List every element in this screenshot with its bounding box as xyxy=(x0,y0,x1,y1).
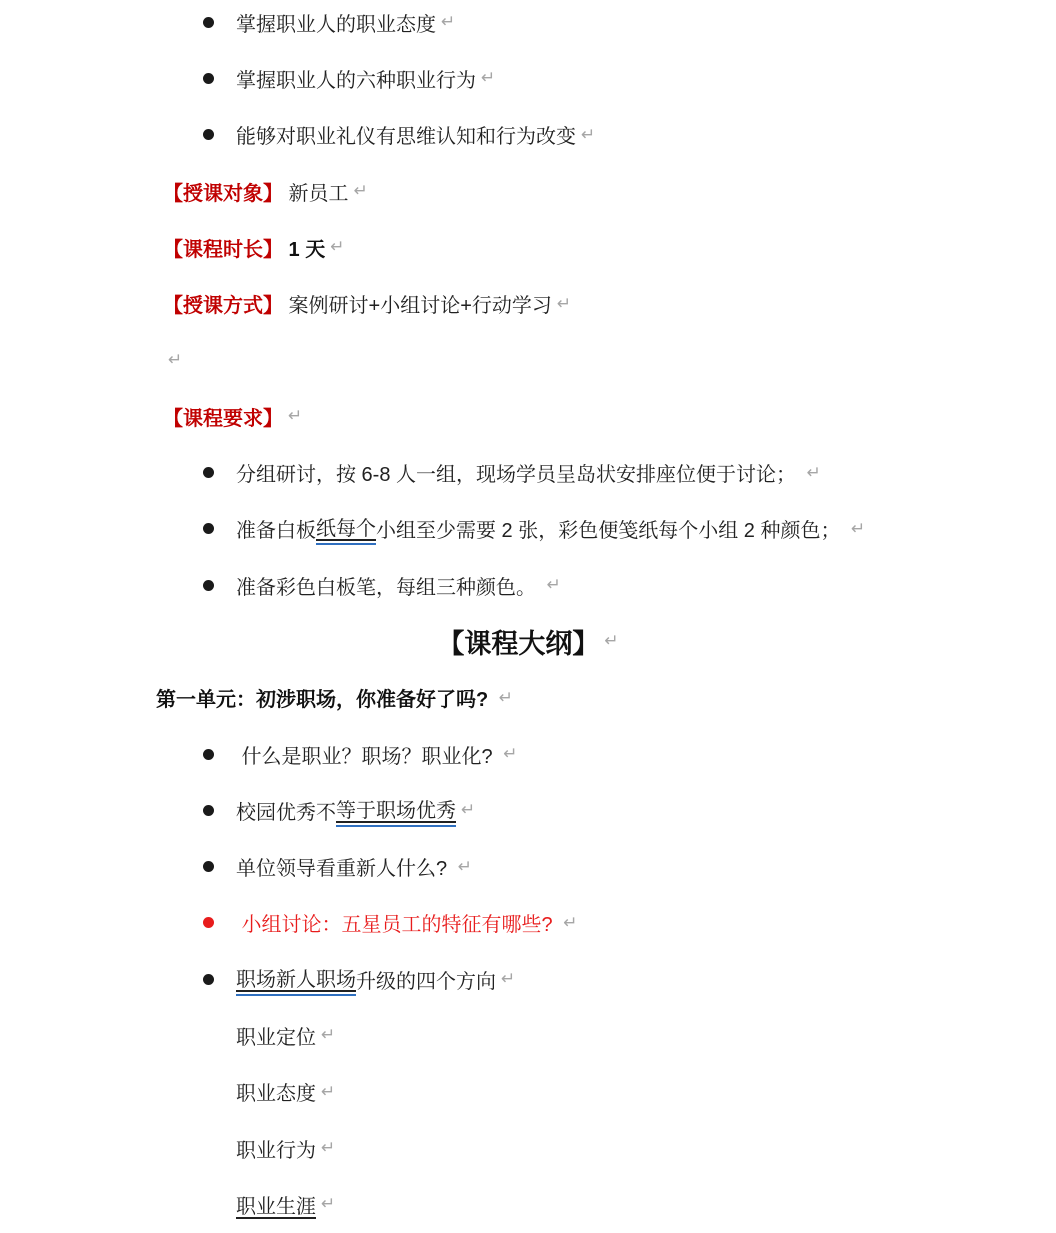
label-audience[interactable] xyxy=(163,163,1056,219)
text-run: 职业定位 xyxy=(236,1026,316,1049)
text-run: 什么是职业？职场？职业化? xyxy=(236,745,499,768)
pilcrow-mark: ↵ xyxy=(563,912,578,932)
sub-item-career-path[interactable] xyxy=(163,1176,1056,1232)
text-run: 分组研讨，按 6-8 人一组，现场学员呈岛状安排座位便于讨论； xyxy=(236,464,802,487)
bullet-icon xyxy=(203,129,214,140)
pilcrow-mark: ↵ xyxy=(461,800,476,820)
sub-item-career-attitude[interactable] xyxy=(163,1064,1056,1120)
pilcrow-mark: ↵ xyxy=(503,744,518,763)
text-run: 等于职场优秀 xyxy=(336,794,456,827)
pilcrow-mark: ↵ xyxy=(321,1025,336,1045)
bullet-item-markers[interactable] xyxy=(163,557,1056,613)
text-run: 小组至少需要 2 张，彩色便笺纸每个小组 2 种颜色； xyxy=(376,520,847,543)
bullet-item-goal-etiquette[interactable] xyxy=(163,107,1056,163)
text-run: 掌握职业人的职业态度 xyxy=(236,13,436,36)
doc-title-outline[interactable] xyxy=(0,613,1056,669)
section-heading-unit1[interactable] xyxy=(156,670,1056,726)
pilcrow-mark: ↵ xyxy=(330,237,345,257)
pilcrow-mark: ↵ xyxy=(441,12,456,32)
pilcrow-mark: ↵ xyxy=(321,1194,336,1214)
bullet-icon xyxy=(203,523,214,534)
pilcrow-mark: ↵ xyxy=(806,462,821,482)
text-run: 升级的四个方向 xyxy=(356,970,496,993)
pilcrow-mark: ↵ xyxy=(321,1081,336,1101)
bullet-icon xyxy=(203,805,214,816)
pilcrow-mark: ↵ xyxy=(556,293,572,313)
pilcrow-mark: ↵ xyxy=(501,969,516,989)
label-duration[interactable] xyxy=(163,219,1056,275)
pilcrow-mark: ↵ xyxy=(851,518,866,538)
pilcrow-mark: ↵ xyxy=(288,406,303,426)
bullet-item-leaders-expect[interactable] xyxy=(163,838,1056,894)
pilcrow-mark: ↵ xyxy=(353,181,368,201)
text-run: 校园优秀不 xyxy=(236,801,336,824)
bullet-icon xyxy=(203,749,214,760)
text-run: 准备彩色白板笔，每组三种颜色。 xyxy=(236,576,542,599)
text-run: 准备白板 xyxy=(236,520,316,543)
text-run: 纸每个 xyxy=(316,512,376,545)
bullet-icon xyxy=(203,861,214,872)
text-run: 新员工 xyxy=(283,182,349,205)
pilcrow-mark: ↵ xyxy=(546,575,561,595)
pilcrow-mark: ↵ xyxy=(604,631,619,651)
text-run: 【授课对象】 xyxy=(163,182,283,205)
label-method[interactable] xyxy=(163,275,1056,331)
red-bullet-icon xyxy=(203,917,214,928)
text-run: 职业行为 xyxy=(236,1139,316,1162)
sub-item-career-behavior[interactable] xyxy=(163,1120,1056,1176)
text-run: 小组讨论：五星员工的特征有哪些? xyxy=(236,914,559,937)
text-run: 1 天 xyxy=(283,238,326,261)
bullet-icon xyxy=(203,17,214,28)
bullet-item-group-discussion[interactable] xyxy=(163,895,1056,951)
sub-item-career-positioning[interactable] xyxy=(163,1007,1056,1063)
bullet-item-grouping[interactable] xyxy=(163,444,1056,500)
pilcrow-mark: ↵ xyxy=(481,68,496,88)
text-run: 【授课方式】 xyxy=(163,295,283,318)
text-run: 单位领导看重新人什么? xyxy=(236,858,453,881)
text-run: 掌握职业人的六种职业行为 xyxy=(236,69,476,92)
pilcrow-mark: ↵ xyxy=(457,856,472,876)
text-run: 【课程大纲】 xyxy=(437,628,600,659)
bullet-icon xyxy=(203,467,214,478)
pilcrow-mark: ↵ xyxy=(498,687,514,707)
text-run: 案例研讨+小组讨论+行动学习 xyxy=(283,295,552,318)
text-run: 【课程时长】 xyxy=(163,238,283,261)
bullet-item-campus-vs-work[interactable] xyxy=(163,782,1056,838)
bullet-icon xyxy=(203,580,214,591)
bullet-icon xyxy=(203,73,214,84)
bullet-item-goal-behaviors[interactable] xyxy=(163,50,1056,106)
text-run: 职业态度 xyxy=(236,1083,316,1106)
bullet-item-goal-attitude[interactable] xyxy=(163,0,1056,50)
pilcrow-mark: ↵ xyxy=(321,1138,336,1158)
text-run: 职业生涯 xyxy=(236,1195,316,1218)
label-requirements[interactable] xyxy=(163,388,1056,444)
text-run: 第一单元：初涉职场，你准备好了吗? xyxy=(156,689,494,712)
empty-line[interactable] xyxy=(163,332,1056,388)
pilcrow-mark: ↵ xyxy=(168,349,183,369)
text-run: 职场新人职场 xyxy=(236,963,356,996)
pilcrow-mark: ↵ xyxy=(581,124,596,144)
bullet-item-whiteboard-paper[interactable] xyxy=(163,501,1056,557)
bullet-item-what-is-profession[interactable] xyxy=(163,726,1056,782)
bullet-icon xyxy=(203,974,214,985)
text-run: 能够对职业礼仪有思维认知和行为改变 xyxy=(236,126,576,149)
text-run: 【课程要求】 xyxy=(163,407,283,430)
bullet-item-four-directions[interactable] xyxy=(163,951,1056,1007)
